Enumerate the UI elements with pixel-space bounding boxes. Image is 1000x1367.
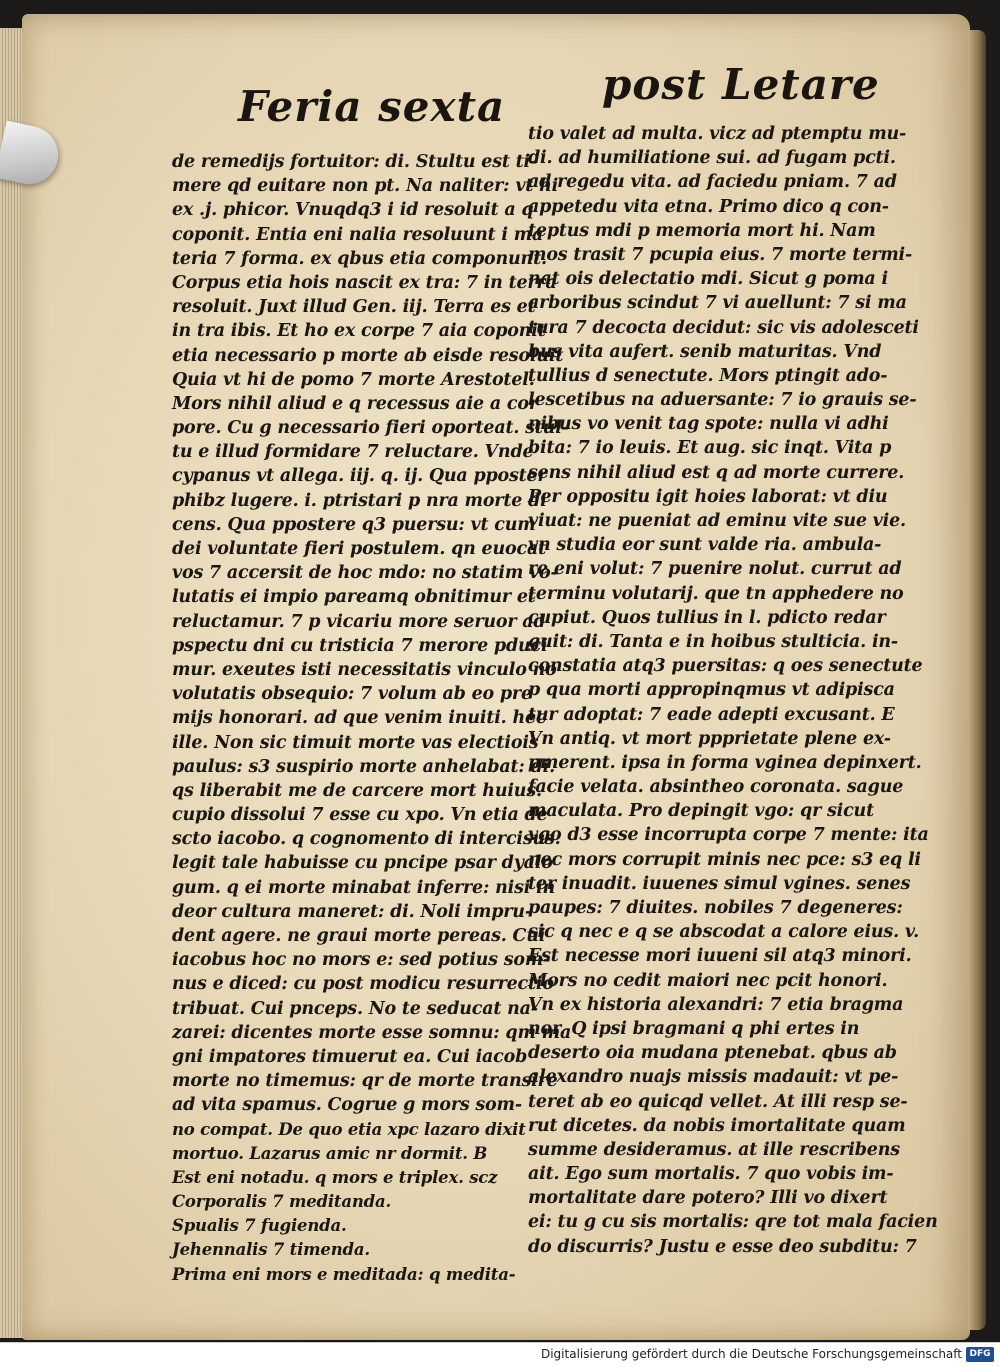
text-line: tribuat. Cui pnceps. No te seducat na- — [172, 998, 538, 1019]
text-line: ad regedu vita. ad faciedu pniam. 7 ad — [528, 172, 897, 193]
text-line: ei: tu g cu sis mortalis: qre tot mala facien — [528, 1212, 938, 1233]
text-line: summe desideramus. at ille rescribens — [528, 1139, 900, 1160]
text-line: cupiut. Quos tullius in l. pdicto redar — [528, 607, 886, 628]
text-line: mere qd euitare non pt. Na naliter: vt hi — [172, 176, 559, 197]
text-line: constatia atq3 puersitas: q oes senectute — [528, 656, 923, 677]
text-line: teria 7 forma. ex qbus etia componunt. — [172, 248, 547, 269]
text-line: bita: 7 io leuis. Et aug. sic inqt. Vita p — [528, 438, 892, 459]
text-line: nec mors corrupit minis nec pce: s3 eq li — [528, 849, 921, 870]
text-line: paulus: s3 suspirio morte anhelabat: di. — [172, 756, 555, 777]
text-line: cypanus vt allega. iij. q. ij. Qua pposter — [172, 466, 547, 487]
dfg-logo-icon: DFG — [966, 1347, 994, 1362]
text-line: volutatis obsequio: 7 volum ab eo pre — [172, 684, 532, 705]
text-line: ter inuadit. iuuenes simul vgines. senes — [528, 873, 911, 894]
running-head-right: post Letare — [602, 60, 880, 109]
text-line: mos trasit 7 pcupia eius. 7 morte termi- — [528, 244, 913, 265]
text-line: pmerent. ipsa in forma vginea depinxert. — [528, 752, 922, 773]
text-line: lutatis ei impio pareamq obnitimur et — [172, 587, 536, 608]
text-line: mortuo. Lazarus amic nr dormit. B — [172, 1143, 488, 1163]
text-line: Corporalis 7 meditanda. — [172, 1192, 391, 1212]
text-line: nat ois delectatio mdi. Sicut g poma i — [528, 269, 888, 290]
text-line: Per oppositu igit hoies laborat: vt diu — [528, 486, 888, 507]
text-line: Mors no cedit maiori nec pcit honori. — [528, 970, 888, 991]
text-line: Est eni notadu. q mors e triplex. scz — [172, 1167, 498, 1187]
text-line: reluctamur. 7 p vicariu more seruor ad — [172, 611, 546, 632]
text-line: Spualis 7 fugienda. — [172, 1216, 347, 1236]
text-line: gum. q ei morte minabat inferre: nisi in — [172, 877, 556, 898]
text-line: resoluit. Juxt illud Gen. iij. Terra es et — [172, 297, 536, 318]
text-line: Prima eni mors e meditada: q medita- — [172, 1264, 516, 1284]
text-line: vos 7 accersit de hoc mdo: no statim vo- — [172, 563, 558, 584]
text-line: Vn antiq. vt mort ppprietate plene ex- — [528, 728, 891, 749]
text-line: lescetibus na aduersante: 7 io grauis se- — [528, 390, 917, 411]
text-line: qs liberabit me de carcere mort huius. — [172, 780, 542, 801]
text-line: cupio dissolui 7 esse cu xpo. Vn etia de — [172, 805, 548, 826]
text-line: pspectu dni cu tristicia 7 merore pduci — [172, 635, 548, 656]
text-line: Corpus etia hois nascit ex tra: 7 in terra — [172, 272, 557, 293]
text-line: do discurris? Justu e esse deo subditu: 7 — [528, 1236, 917, 1257]
text-line: tio valet ad multa. vicz ad ptemptu mu- — [528, 124, 907, 144]
footer-bar — [0, 1342, 1000, 1367]
running-head-left: Feria sexta — [238, 82, 506, 131]
text-column-right — [528, 122, 938, 1259]
text-line: viuat: ne pueniat ad eminu vite sue vie. — [528, 511, 906, 531]
text-line: coponit. Entia eni nalia resoluunt i ma — [172, 224, 544, 245]
text-line: cens. Qua ppostere q3 puersu: vt cum — [172, 514, 536, 535]
text-line: scto iacobo. q cognomento di intercisus. — [172, 829, 561, 850]
text-line: Quia vt hi de pomo 7 morte Arestotel. — [172, 369, 535, 390]
text-line: de remedijs fortuitor: di. Stultu est ti- — [172, 152, 538, 172]
text-line: paupes: 7 diuites. nobiles 7 degeneres: — [528, 898, 903, 918]
text-line: teret ab eo quicqd vellet. At illi resp se- — [528, 1091, 908, 1112]
text-line: ex .j. phicor. Vnuqdq3 i id resoluit a q — [172, 200, 534, 221]
text-line: bus vita aufert. senib maturitas. Vnd — [528, 341, 882, 362]
text-line: Vn ex historia alexandri: 7 etia bragma — [528, 994, 904, 1015]
text-line: guit: di. Tanta e in hoibus stulticia. in- — [528, 631, 898, 652]
footer-credit: Digitalisierung gefördert durch die Deutsche Forschungsgemeinschaft — [540, 1347, 962, 1361]
text-line: maculata. Pro depingit vgo: qr sicut — [528, 801, 874, 822]
text-line: dei voluntate fieri postulem. qn euocat — [172, 539, 546, 559]
text-line: Jehennalis 7 timenda. — [172, 1240, 370, 1260]
text-line: tur adoptat: 7 eade adepti excusant. E — [528, 704, 895, 725]
text-line: phibz lugere. i. ptristari p nra morte di — [172, 490, 547, 511]
text-line: arboribus scindut 7 vi auellunt: 7 si ma — [528, 293, 907, 314]
text-line: tura 7 decocta decidut: sic vis adolesceti — [528, 317, 919, 338]
text-line: in tra ibis. Et ho ex corpe 7 aia coponit — [172, 321, 546, 342]
text-line: Mors nihil aliud e q recessus aie a cor — [172, 393, 538, 414]
text-line: facie velata. absintheo coronata. sague — [528, 777, 904, 798]
text-line: tullius d senectute. Mors ptingit ado- — [528, 365, 888, 386]
text-line: etia necessario p morte ab eisde resoluit — [172, 345, 564, 366]
text-line: dent agere. ne graui morte pereas. Cui — [172, 926, 546, 946]
text-line: di. ad humiliatione sui. ad fugam pcti. — [528, 148, 896, 169]
text-line: appetedu vita etna. Primo dico q con- — [528, 196, 889, 217]
text-line: nibus vo venit tag spote: nulla vi adhi — [528, 414, 889, 435]
text-line: mur. exeutes isti necessitatis vinculo no — [172, 659, 557, 680]
text-line: ad vita spamus. Cogrue g mors som- — [172, 1095, 522, 1116]
text-line: iacobus hoc no mors e: sed potius som- — [172, 950, 551, 971]
text-line: gni impatores timuerut ea. Cui iacob — [172, 1046, 528, 1067]
text-line: terminu volutarij. que tn apphedere no — [528, 583, 904, 604]
book-fore-edge — [968, 30, 986, 1330]
text-line: rut dicetes. da nobis imortalitate quam — [528, 1115, 906, 1136]
text-line: alexandro nuajs missis madauit: vt pe- — [528, 1067, 899, 1088]
text-line: no compat. De quo etia xpc lazaro dixit — [172, 1119, 526, 1139]
text-line: sic q nec e q se abscodat a calore eius. v. — [528, 922, 919, 943]
text-line: vgo d3 esse incorrupta corpe 7 mente: ita — [528, 825, 929, 846]
text-line: nor. Q ipsi bragmani q phi ertes in — [528, 1018, 860, 1039]
text-line: sens nihil aliud est q ad morte currere. — [528, 462, 905, 483]
text-line: tu e illud formidare 7 reluctare. Vnde — [172, 442, 534, 463]
text-line: p qua morti appropinqmus vt adipisca — [528, 680, 895, 701]
text-line: morte no timemus: qr de morte transire — [172, 1071, 558, 1092]
text-line: vn studia eor sunt valde ria. ambula- — [528, 535, 882, 556]
text-line: mijs honorari. ad que venim inuiti. hec — [172, 708, 547, 729]
text-line: teptus mdi p memoria mort hi. Nam — [528, 220, 876, 241]
text-line: Est necesse mori iuueni sil atq3 minori. — [528, 946, 912, 967]
text-line: ille. Non sic timuit morte vas electiois — [172, 732, 539, 753]
text-line: zarei: dicentes morte esse somnu: qm ma — [172, 1022, 572, 1043]
text-line: deor cultura maneret: di. Noli impru- — [172, 901, 532, 922]
text-line: mortalitate dare potero? Illi vo dixert — [528, 1188, 888, 1209]
text-line: ait. Ego sum mortalis. 7 quo vobis im- — [528, 1164, 894, 1185]
text-line: deserto oia mudana ptenebat. qbus ab — [528, 1043, 897, 1064]
text-column-left — [172, 150, 572, 1287]
text-line: pore. Cu g necessario fieri oporteat. stul- — [172, 418, 569, 439]
text-line: nus e diced: cu post modicu resurrectio — [172, 974, 554, 995]
text-line: legit tale habuisse cu pncipe psar dyalo — [172, 853, 553, 874]
text-line: re eni volut: 7 puenire nolut. currut ad — [528, 559, 902, 580]
